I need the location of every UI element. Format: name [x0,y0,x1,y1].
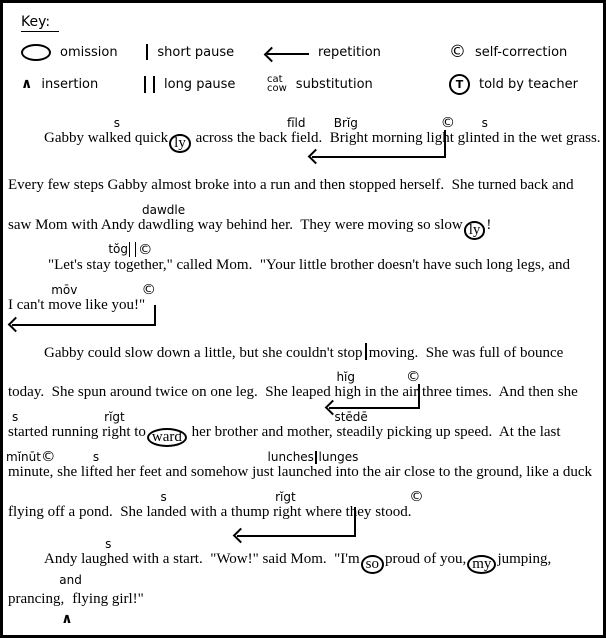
hand-note: fīld [286,116,306,130]
insertion-note: and [59,573,82,587]
short-pause-icon [146,44,148,60]
passage-text: I can't [8,297,49,313]
passage-text: prancing, [8,591,65,607]
hand-note: s [92,450,100,464]
key-label: omission [60,44,118,60]
self-correction-icon: © [141,282,157,298]
hand-note: s [105,537,112,551]
passage-text: with a start. "Wow!" said Mom. "I'm [128,551,360,567]
self-correction-icon: © [40,449,56,465]
self-correction-icon: © [409,489,424,505]
key-label: repetition [318,44,381,60]
key-label: told by teacher [479,76,578,92]
passage-text: running [47,424,103,440]
passage-text: quick [131,130,169,146]
hand-note: dawdle [142,203,186,217]
paragraph [8,530,601,627]
passage-text: proud of you, [385,551,467,567]
passage-line [8,156,601,196]
key-grid [21,37,601,99]
annotation [268,451,359,464]
annotated-word: walked s [87,116,132,146]
self-correction-icon: © [138,241,153,258]
annotation [482,117,488,130]
annotation [275,491,296,504]
annotated-word: Bright Brĭg [329,116,369,146]
long-pause-mark [129,242,136,257]
key-item-long-pause [139,69,267,99]
annotation [142,283,157,297]
passage-text: called Mom. "Your little brother doesn't have such long legs, and [172,257,570,273]
passage-line [8,570,601,627]
passage-text: in the wet grass. [499,130,601,146]
key-label: insertion [41,76,99,92]
passage-line [8,363,601,403]
key-label: short pause [157,44,235,60]
repetition-arrow-icon [267,53,309,55]
annotated-word: glinted © s [440,115,500,146]
self-correction-icon: © [405,369,421,385]
hand-note: mĭnūt [6,449,41,464]
passage-text: to [130,424,146,440]
omission-circle: ly [169,134,191,153]
omission-circle: my [467,555,496,574]
key-item-told-by-teacher [449,69,601,99]
annotation [287,117,306,130]
annotated-word: three © [405,369,452,400]
passage-text: saw Mom with Andy [8,217,139,233]
key-section [8,11,601,99]
annotated-word: launched lunches lunges [267,450,359,480]
long-pause-icon [144,76,155,93]
self-correction-icon: © [449,41,466,62]
annotated-word: stood. © [375,489,424,520]
omission-circle: so [361,555,384,574]
key-item-substitution [267,69,449,99]
key-item-short-pause [139,37,267,67]
told-by-teacher-icon: T [449,74,470,95]
annotated-word: right rĭgt [273,490,302,520]
annotation [334,411,367,424]
hand-note: s [12,410,19,424]
paragraph [8,323,601,523]
passage-text: times. And then she [451,384,578,400]
hand-note: rĭgt [275,490,296,504]
paragraph [8,156,601,236]
annotated-word: started s [8,410,48,440]
annotation [108,242,152,257]
passage-text: Gabby [44,130,88,146]
annotated-word: move mōv [48,283,82,313]
passage-text: with a thump [186,504,274,520]
key-title: Key: [21,14,59,32]
paragraph [8,236,601,316]
key-item-omission [21,37,139,67]
passage-line [8,443,601,483]
omission-circle: ward [147,428,187,447]
annotated-word: right rĭgt [102,410,131,440]
passage-text: picking up speed. At the last [383,424,561,440]
passage-line [8,483,601,523]
paragraph [8,109,601,149]
passage-text: slow [434,217,463,233]
passage-text: moving. She was full of bounce [368,345,564,361]
passage-text: "Let's stay [48,257,115,273]
annotation [6,450,55,464]
passage [6,109,601,627]
annotation [406,370,421,384]
key-item-self-correction [449,37,601,67]
annotation [441,116,456,130]
annotated-word: dawdling dawdle [138,203,194,233]
passage-text: Gabby could slow down a little, but she couldn't stop [44,345,363,361]
hand-note: mōv [51,283,78,297]
annotated-word: steadily stēdē [334,410,384,440]
passage-text: Every few steps Gabby almost broke into a run and then stopped herself. She turned back and [8,177,574,193]
omission-oval-icon [21,44,51,61]
key-label: self-correction [475,44,568,60]
annotation [114,117,120,130]
annotation [93,451,99,464]
key-label: long pause [164,76,236,92]
passage-line [8,109,601,149]
passage-line [8,403,601,443]
passage-line [8,196,601,236]
annotated-word: landed s [146,490,187,520]
passage-line [8,323,601,363]
substitution-example-icon: cat cow [267,74,287,94]
annotated-word: field. fīld [286,116,323,146]
annotation [334,117,358,130]
annotated-word: minute, mĭnūt © [6,449,56,480]
hand-note: lunges [318,450,359,464]
passage-text: flying girl!" [72,591,144,607]
short-pause-mark [315,451,317,464]
omission-circle: ly [464,221,486,240]
caret-icon: ∧ [61,611,73,627]
insertion-caret-icon: ∧ [21,76,33,92]
passage-text: she [53,464,81,480]
hand-note: tŏg [108,242,128,256]
annotated-word: lifted s [80,450,113,480]
hand-note: s [160,490,167,504]
key-item-repetition [267,37,449,67]
passage-text: flying off a pond. She [8,504,147,520]
passage-line [8,236,601,276]
passage-text: morning light [368,130,458,146]
annotation [51,284,77,297]
annotated-word: high hĭg [334,370,362,400]
passage-text: across the back [191,130,291,146]
annotated-word: you!" © [111,282,157,313]
hand-note: stēdē [334,410,368,424]
passage-text: way behind her. They were moving so [193,217,435,233]
passage-text: in the air [361,384,422,400]
annotation [105,538,111,551]
hand-note: lunches [267,450,314,464]
annotation [142,204,185,217]
passage-line [8,530,601,570]
key-item-insertion [21,69,139,99]
hand-note: hĭg [336,370,356,384]
passage-text: into the air close to the ground, like a duck [331,464,593,480]
passage-text: ! [486,217,492,233]
hand-note: rĭgt [104,410,125,424]
passage-text: her feet and somehow just [112,464,278,480]
annotated-word: laughed s [81,537,129,567]
short-pause-mark [365,343,367,360]
annotation [336,371,355,384]
passage-text: jumping, [497,551,552,567]
hand-note: s [113,116,121,130]
hand-note: Brĭg [333,116,358,130]
key-label: substitution [295,76,373,92]
hand-note: s [481,116,488,130]
self-correction-icon: © [440,115,456,131]
annotation [409,490,424,504]
passage-text: today. She spun around twice on one leg. She leaped [8,384,335,400]
annotation [104,411,125,424]
passage-text: where they [301,504,376,520]
passage-text: Andy [44,551,82,567]
passage-text: like [81,297,112,313]
passage-text: her brother and mother, [187,424,337,440]
annotation [12,411,18,424]
annotated-word: together," tŏg © [108,241,173,273]
annotation [160,491,166,504]
passage-line [8,276,601,316]
